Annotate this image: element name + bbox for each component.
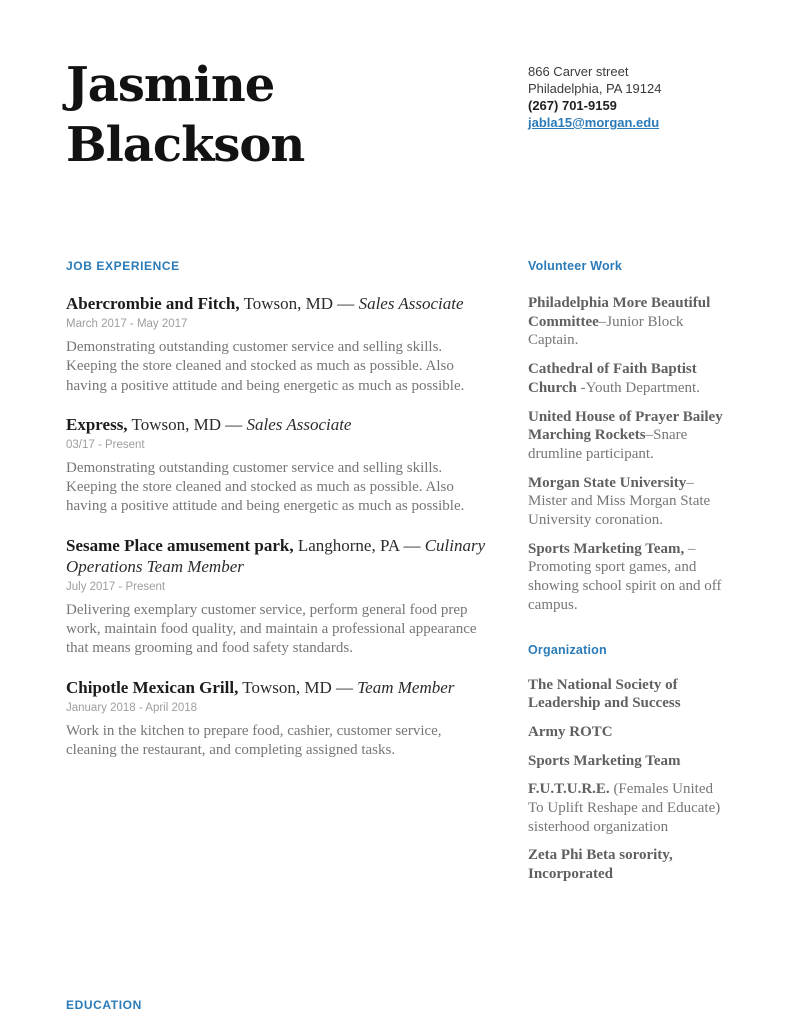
volunteer-item-name: Sports Marketing Team,: [528, 540, 685, 557]
job-company: Express,: [66, 414, 128, 434]
volunteer-item: [528, 294, 725, 350]
left-column: [66, 259, 486, 1012]
volunteer-item: [528, 540, 725, 615]
job-company: Chipotle Mexican Grill,: [66, 677, 239, 697]
section-title-job-experience: JOB EXPERIENCE: [66, 259, 180, 273]
job-entry: [66, 677, 486, 761]
volunteer-item-name: Cathedral of Faith Baptist Church: [528, 361, 697, 396]
volunteer-item-detail: –Mister and Miss Morgan State University coronation.: [528, 474, 711, 529]
job-entry: [66, 414, 486, 517]
job-location: Langhorne, PA —: [293, 535, 425, 555]
contact-block: [528, 55, 725, 131]
job-description: Work in the kitchen to prepare food, cashier, customer service, cleaning the restaurant, and completing assigned tasks.: [66, 722, 442, 758]
right-column: [528, 259, 725, 1012]
job-role: Culinary Operations Team Member: [66, 535, 486, 576]
job-role: Sales Associate: [246, 414, 352, 434]
organization-item-name: Army ROTC: [528, 723, 613, 740]
organization-item-detail: (Females United To Uplift Reshape and Educate) sisterhood organization: [528, 781, 721, 835]
volunteer-item-detail: –Snare drumline participant.: [528, 427, 688, 462]
job-description: Delivering exemplary customer service, perform general food prep work, maintain food quality, and maintain a professional appearance that means grooming and food safety standards.: [66, 601, 477, 657]
job-entry: [66, 293, 486, 396]
job-dates: January 2018 - April 2018: [66, 701, 198, 714]
job-dates: 03/17 - Present: [66, 438, 145, 451]
job-company: Abercrombie and Fitch,: [66, 294, 240, 313]
contact-address-line2: Philadelphia, PA 19124: [528, 81, 662, 96]
job-description: Demonstrating outstanding customer service and selling skills. Keeping the store cleaned and stocked as much as possible. Also having a positive attitude and being energetic as much as possible.: [66, 459, 465, 515]
job-title: [66, 293, 486, 314]
organization-item-name: The National Society of Leadership and Success: [528, 676, 681, 712]
organization-item: [528, 676, 725, 713]
email-link[interactable]: jabla15@morgan.edu: [528, 115, 660, 130]
header: [66, 55, 725, 175]
organization-item: [528, 723, 725, 742]
job-description: Demonstrating outstanding customer service and selling skills. Keeping the store cleaned and stocked as much as possible. Also having a positive attitude and being energetic as much as possible.: [66, 339, 465, 394]
volunteer-item-detail: –Junior Block Captain.: [528, 313, 684, 349]
job-title: [66, 677, 486, 698]
job-dates: July 2017 - Present: [66, 580, 166, 593]
job-location: Towson, MD —: [239, 294, 359, 313]
volunteer-item-detail: -Youth Department.: [576, 379, 700, 396]
volunteer-item-detail: –Promoting sport games, and showing school spirit on and off campus.: [528, 540, 722, 613]
person-name: Jasmine Blackson: [66, 57, 305, 173]
job-dates: March 2017 - May 2017: [66, 318, 188, 330]
volunteer-item: [528, 408, 725, 464]
job-entry: [66, 535, 486, 659]
volunteer-item-name: Morgan State University: [528, 474, 687, 491]
volunteer-item: [528, 474, 725, 530]
job-location: Towson, MD —: [238, 677, 358, 697]
organization-item-name: Sports Marketing Team: [528, 752, 681, 769]
organization-item-name: Zeta Phi Beta sorority, Incorporated: [528, 847, 673, 883]
job-title: [66, 414, 486, 435]
organization-item: [528, 780, 725, 836]
volunteer-item-name: United House of Prayer Bailey Marching Rockets: [528, 408, 723, 444]
content-columns: [66, 259, 725, 1012]
job-location: Towson, MD —: [127, 414, 247, 434]
job-company: Sesame Place amusement park,: [66, 535, 294, 555]
job-role: Team Member: [357, 677, 455, 697]
organization-item: [528, 846, 725, 883]
volunteer-item: [528, 360, 725, 397]
section-title-volunteer-work: Volunteer Work: [528, 259, 623, 273]
contact-address-line1: 866 Carver street: [528, 64, 629, 79]
job-role: Sales Associate: [358, 294, 464, 313]
contact-phone: (267) 701-9159: [528, 98, 617, 113]
section-title-organization: Organization: [528, 642, 607, 657]
job-title: [66, 535, 486, 577]
contact-email: [528, 114, 725, 131]
volunteer-item-name: Philadelphia More Beautiful Committee: [528, 295, 711, 330]
section-title-education: EDUCATION: [66, 998, 142, 1013]
organization-item: [528, 752, 725, 771]
organization-item-name: F.U.T.U.R.E.: [528, 781, 610, 798]
